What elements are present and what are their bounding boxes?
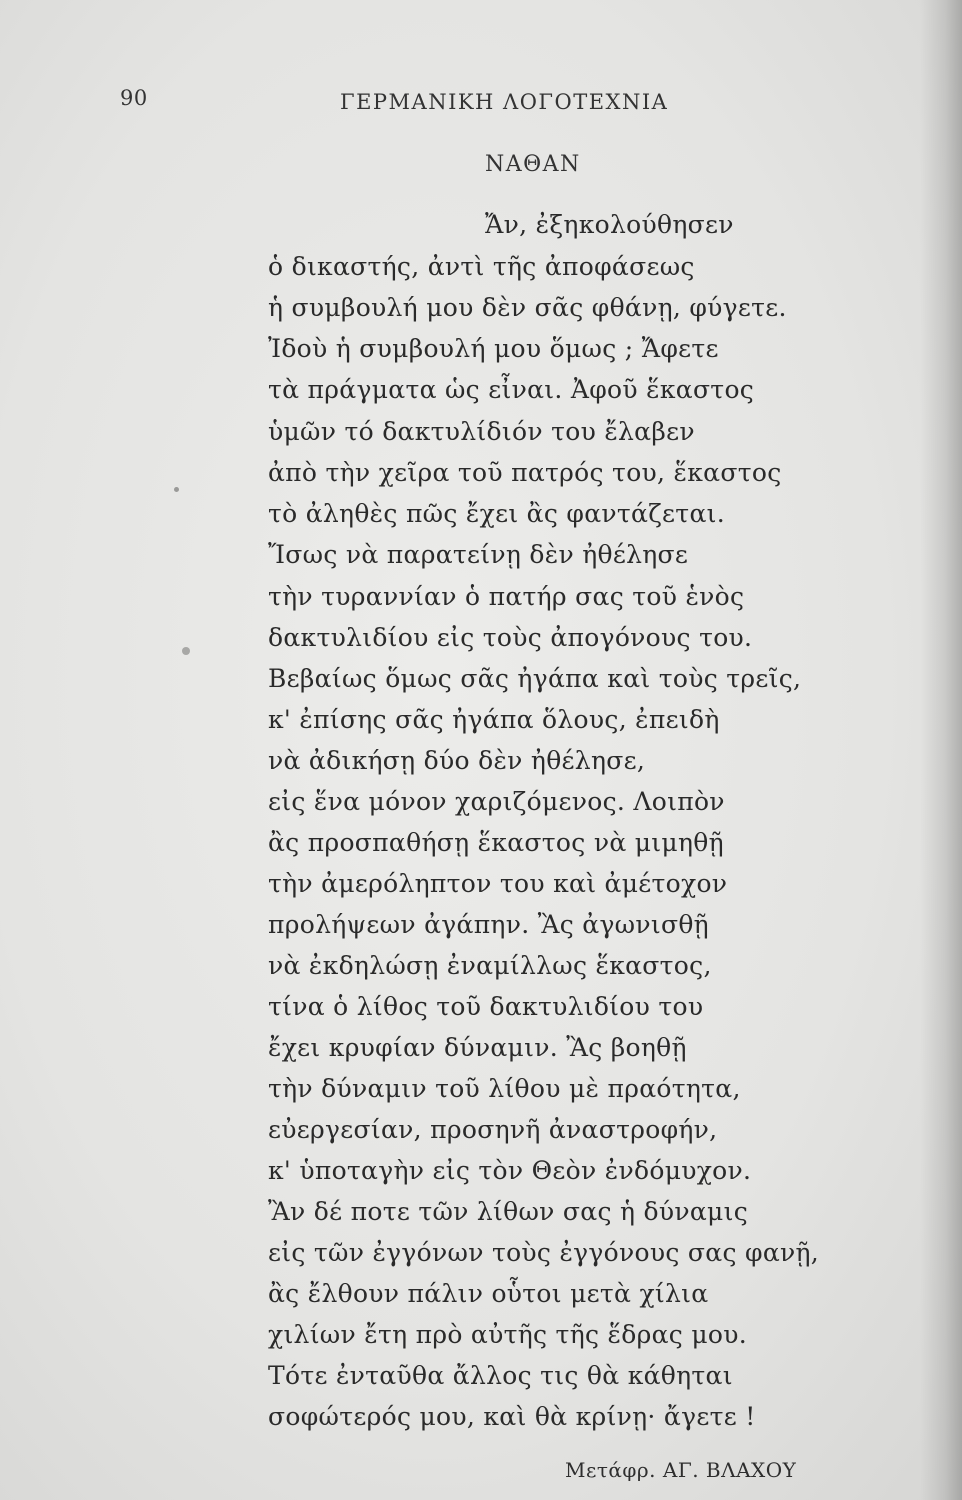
verse-line: τίνα ὁ λίθος τοῦ δακτυλιδίου του — [268, 992, 704, 1021]
verse-line: ἀπὸ τὴν χεῖρα τοῦ πατρός του, ἕκαστος — [268, 458, 782, 487]
verse-line: ὑμῶν τό δακτυλίδιόν του ἔλαβεν — [268, 417, 695, 446]
translator-credit: Μετάφρ. ΑΓ. ΒΛΑΧΟΥ — [565, 1458, 797, 1482]
verse-line: Ἴσως νὰ παρατείνῃ δὲν ἠθέλησε — [268, 540, 689, 569]
verse-line: εἰς ἕνα μόνον χαριζόμενος. Λοιπὸν — [268, 787, 725, 816]
verse-line: ἔχει κρυφίαν δύναμιν. Ἂς βοηθῇ — [268, 1033, 687, 1062]
verse-line: τὴν τυραννίαν ὁ πατήρ σας τοῦ ἑνὸς — [268, 582, 745, 611]
verse-line: ἂς προσπαθήσῃ ἕκαστος νὰ μιμηθῇ — [268, 828, 724, 857]
verse-line: ἡ συμβουλή μου δὲν σᾶς φθάνῃ, φύγετε. — [268, 293, 787, 322]
verse-line: δακτυλιδίου εἰς τοὺς ἀπογόνους του. — [268, 623, 753, 652]
verse-line: σοφώτερός μου, καὶ θὰ κρίνῃ· ἄγετε ! — [268, 1402, 756, 1431]
verse-line: Ἰδοὺ ἡ συμβουλή μου ὅμως ; Ἄφετε — [268, 334, 719, 363]
verse-line: Ἂν δέ ποτε τῶν λίθων σας ἡ δύναμις — [268, 1197, 749, 1226]
verse-line: κ' ὑποταγὴν εἰς τὸν Θεὸν ἐνδόμυχον. — [268, 1156, 752, 1185]
verse-line: Ἄν, ἐξηκολούθησεν — [485, 210, 734, 239]
verse-line: ἂς ἔλθουν πάλιν οὗτοι μετὰ χίλια — [268, 1279, 709, 1308]
paper-speck — [174, 487, 179, 492]
verse-line: εἰς τῶν ἐγγόνων τοὺς ἐγγόνους σας φανῇ, — [268, 1238, 820, 1267]
verse-line: εὐεργεσίαν, προσηνῆ ἀναστροφήν, — [268, 1115, 718, 1144]
verse-line: τὴν δύναμιν τοῦ λίθου μὲ πραότητα, — [268, 1074, 741, 1103]
verse-line: προλήψεων ἀγάπην. Ἂς ἀγωνισθῇ — [268, 910, 709, 939]
running-head: ΓΕΡΜΑΝΙΚΗ ΛΟΓΟΤΕΧΝΙΑ — [340, 90, 669, 114]
verse-line: νὰ ἐκδηλώσῃ ἐναμίλλως ἕκαστος, — [268, 951, 712, 980]
paper-speck — [182, 647, 190, 655]
verse-line: ὁ δικαστής, ἀντὶ τῆς ἀποφάσεως — [268, 252, 695, 281]
verse-line: τὰ πράγματα ὡς εἶναι. Ἀφοῦ ἕκαστος — [268, 375, 755, 404]
verse-line: χιλίων ἔτη πρὸ αὐτῆς τῆς ἕδρας μου. — [268, 1320, 747, 1349]
verse-line: νὰ ἀδικήσῃ δύο δὲν ἠθέλησε, — [268, 746, 646, 775]
page-number: 90 — [120, 86, 148, 110]
verse-line: κ' ἐπίσης σᾶς ἠγάπα ὅλους, ἐπειδὴ — [268, 705, 720, 734]
speaker-name: ΝΑΘΑΝ — [485, 152, 581, 177]
verse-line: τὸ ἀληθὲς πῶς ἔχει ἂς φαντάζεται. — [268, 499, 725, 528]
verse-line: Τότε ἐνταῦθα ἄλλος τις θὰ κάθηται — [268, 1361, 733, 1390]
verse-line: Βεβαίως ὅμως σᾶς ἠγάπα καὶ τοὺς τρεῖς, — [268, 664, 802, 693]
verse-line: τὴν ἀμερόληπτον του καὶ ἀμέτοχον — [268, 869, 728, 898]
